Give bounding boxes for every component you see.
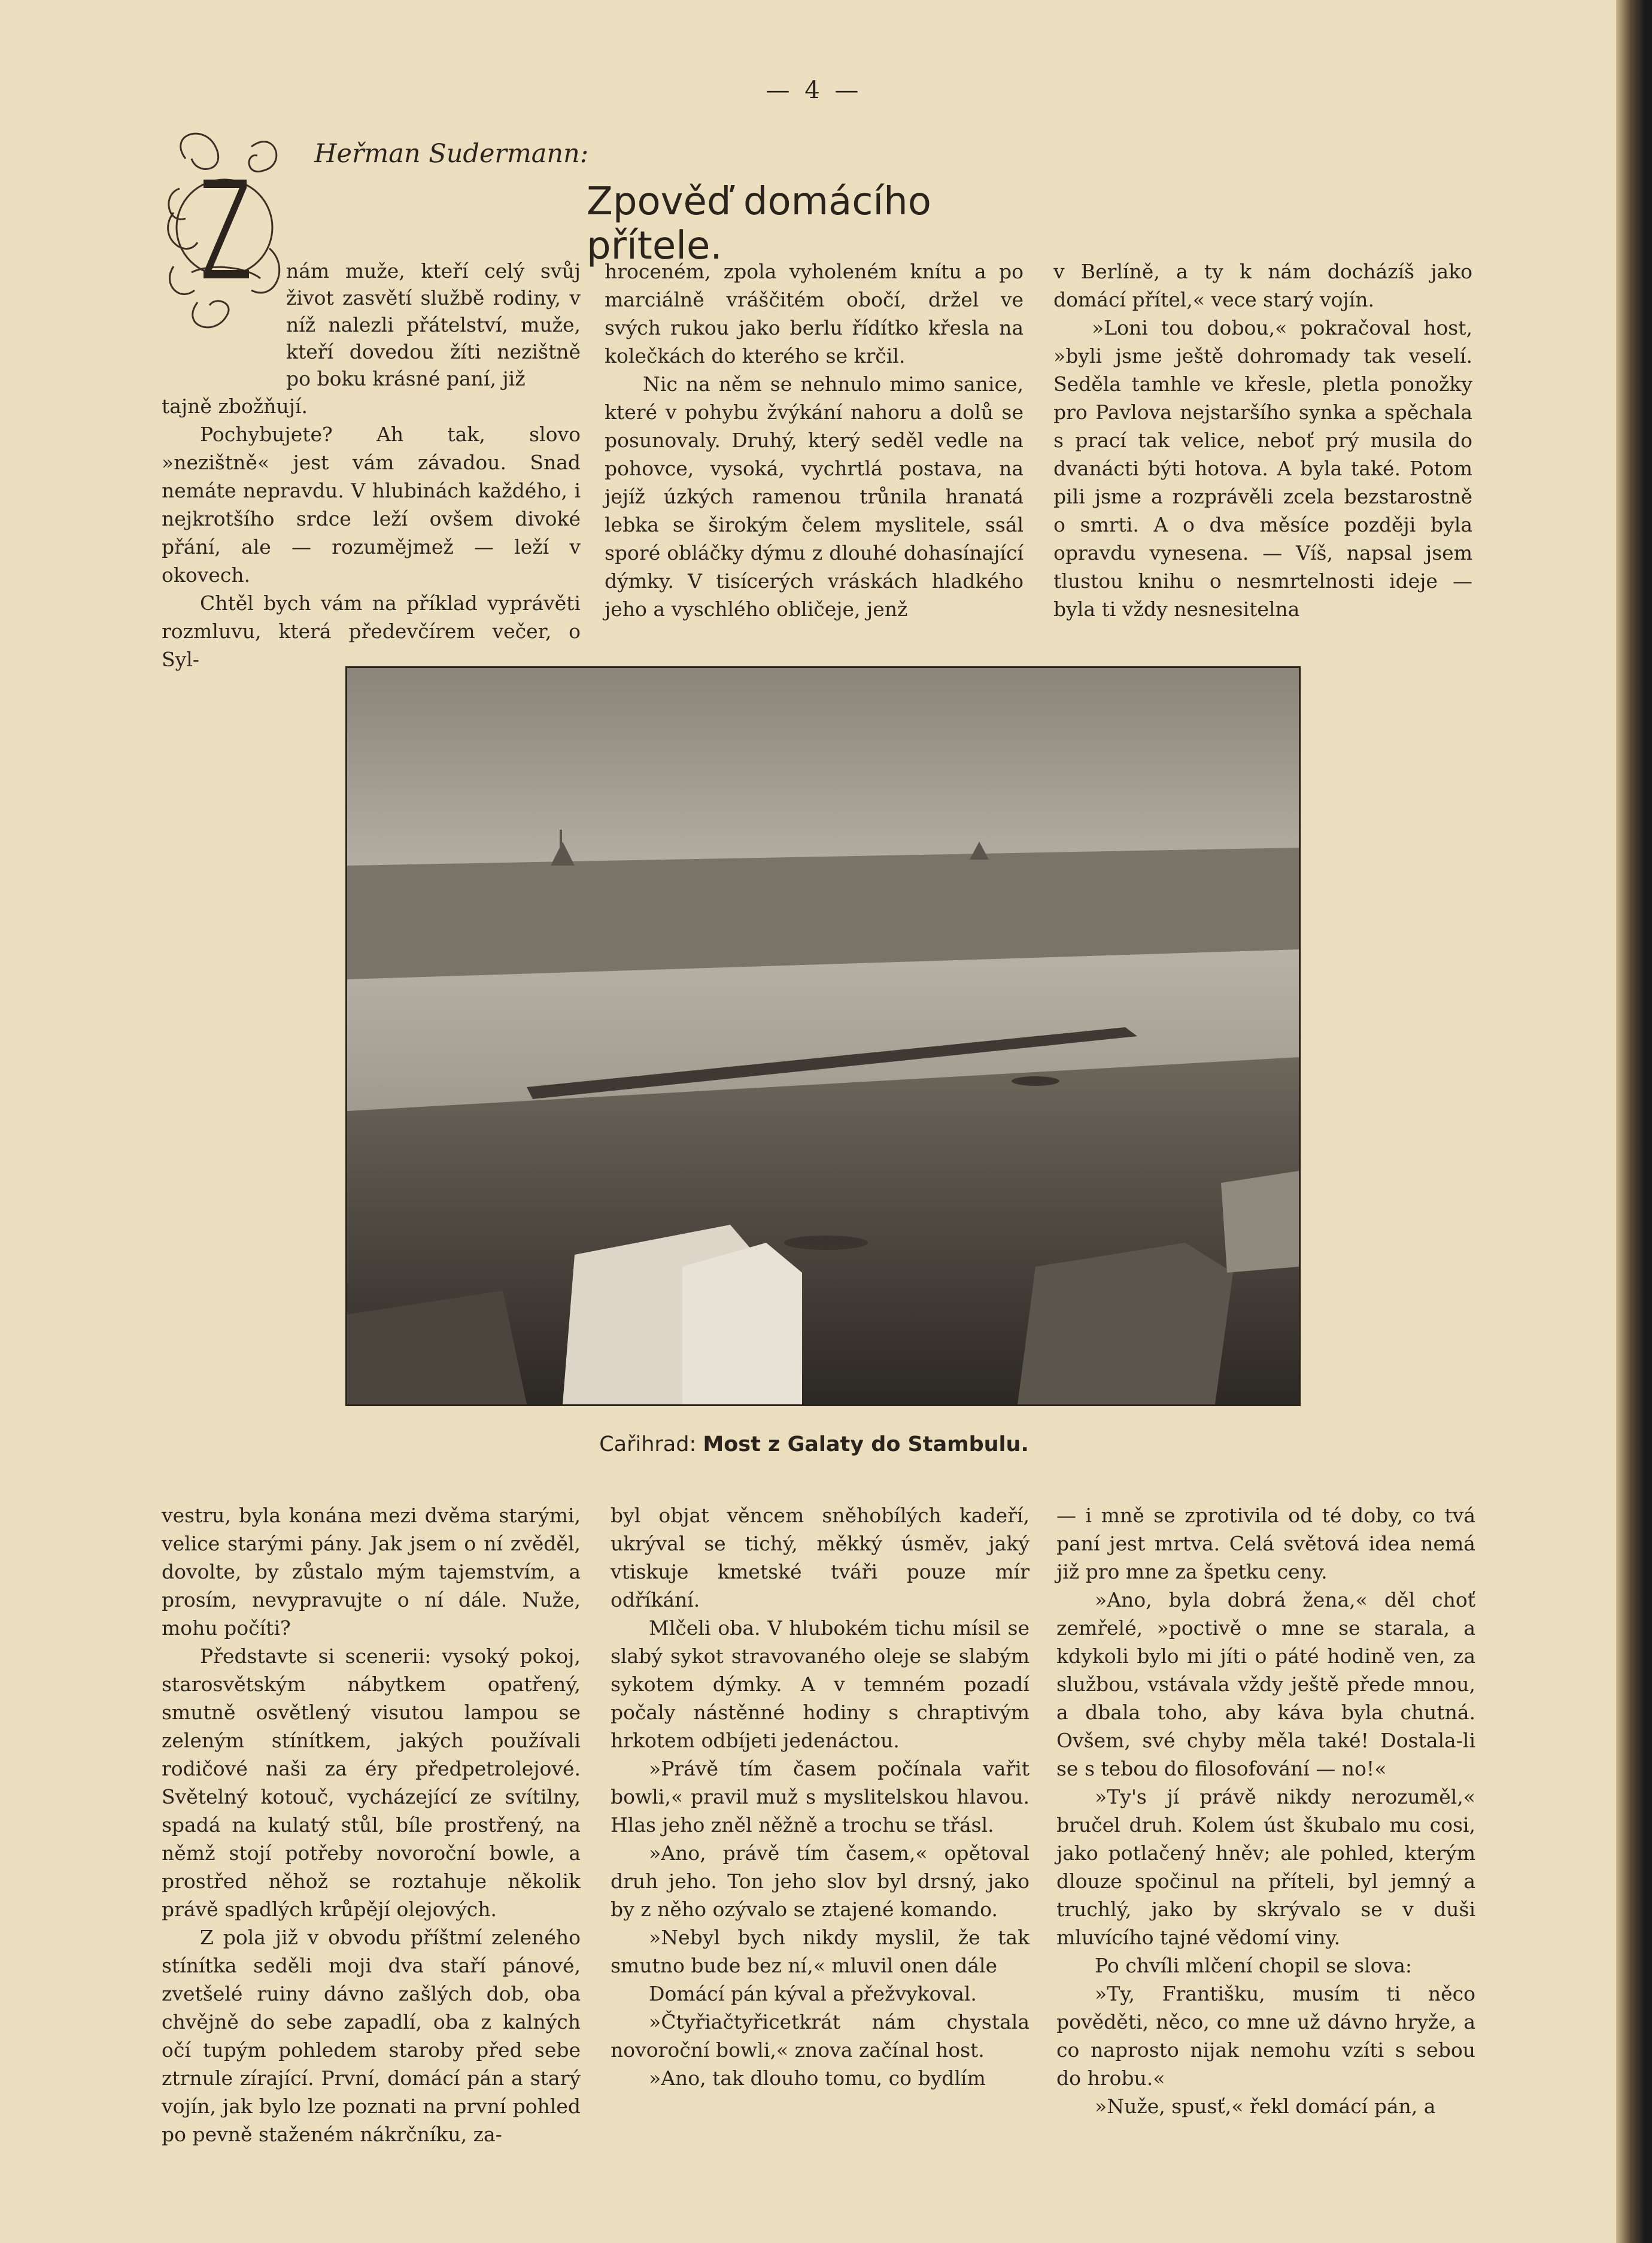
paragraph: »Právě tím časem počínala vařit bowli,« pravil muž s myslitelskou hlavou. Hlas jeho zněl něžně a trochu se třásl. xyxy=(611,1757,1030,1837)
photo-caption xyxy=(0,1432,1628,1456)
paragraph: »Čtyřiačtyřicetkrát nám chystala novoroční bowli,« znova začínal host. xyxy=(611,2010,1030,2062)
paragraph: Nic na něm se nehnulo mimo sanice, které v pohybu žvýkání nahoru a dolů se posunovaly. Druhý, který seděl vedle na pohovce, vysoká, vychrtlá postava, na jejíž úzkých ramenou trůnila hranatá lebka se širokým čelem myslitele, ssál sporé obláčky dýmu z dlouhé dohasínající dýmky. V tisícerých vráskách hladkého jeho a vyschlého obličeje, jenž xyxy=(605,372,1024,621)
paragraph: Z pola již v obvodu příštmí zeleného stínítka seděli moji dva staří pánové, zvetšelé ruiny dávno zašlých dob, oba chvějně do sebe zapadlí, oba z kalných očí tupým pohledem staroby před sebe ztrnule zírající. První, domácí pán a starý vojín, jak bylo lze poznati na první pohled po pevně staženém nákrčníku, za- xyxy=(162,1926,581,2146)
column-1 xyxy=(162,392,581,673)
paragraph: Po chvíli mlčení chopil se slova: xyxy=(1095,1954,1412,1977)
caption-place: Cařihrad: xyxy=(599,1432,697,1456)
author: Heřman Sudermann: xyxy=(314,139,589,169)
paragraph: Chtěl bych vám na příklad vyprávěti rozmluvu, která předevčírem večer, o Syl- xyxy=(162,591,581,671)
paragraph: »Nuže, spusť,« řekl domácí pán, a xyxy=(1095,2095,1436,2118)
paragraph: »Ty's jí právě nikdy nerozuměl,« bručel druh. Kolem úst škubalo mu cosi, jako potlačený hněv; ale pohled, kterým dlouze spočinul na příteli, byl jemný a truchlý, jako by skrývalo se v duši mluvícího tajné vědomí viny. xyxy=(1056,1785,1475,1949)
paragraph: Domácí pán kýval a přežvykoval. xyxy=(649,1982,977,2005)
paragraph: tajně zbožňují. xyxy=(162,394,308,418)
paragraph: v Berlíně, a ty k nám docházíš jako domácí přítel,« vece starý vojín. xyxy=(1053,260,1472,311)
page-number: — 4 — xyxy=(766,77,863,104)
paragraph: vestru, byla konána mezi dvěma starými, velice starými pány. Jak jsem o ní zvěděl, dovolte, by zůstalo mým tajemstvím, a prosím, nevypravujte o ní dále. Nuže, mohu počíti? xyxy=(162,1504,581,1640)
paragraph: »Ty, Františku, musím ti něco pověděti, něco, co mne už dávno hryže, a co naprosto nijak nemohu vzíti s sebou do hrobu.« xyxy=(1056,1982,1475,2090)
paragraph: Mlčeli oba. V hlubokém tichu mísil se slabý sykot stravovaného oleje se slabým sykotem dýmky. A v temném pozadí počaly nástěnné hodiny s chraptivým hrkotem odbíjeti jedenáctou. xyxy=(611,1616,1030,1752)
paragraph: »Ano, tak dlouho tomu, co bydlím xyxy=(649,2066,986,2090)
page-binding-edge xyxy=(1616,0,1652,2243)
intro-paragraph: nám muže, kteří celý svůj život zasvětí službě rodiny, v níž nalezli přátelství, muže, kteří dovedou žíti nezištně po boku krásné paní, již xyxy=(286,259,581,390)
column-5 xyxy=(611,1501,1030,2092)
photo-galata-bridge xyxy=(345,666,1301,1406)
intro-text xyxy=(286,257,581,392)
ornamental-initial xyxy=(162,123,287,338)
paragraph: »Loni tou dobou,« pokračoval host, »byli jsme ještě dohromady tak veselí. Seděla tamhle ve křesle, pletla ponožky pro Pavlova nejstaršího synka a spěchala s prací tak velice, neboť prý musila do dvanácti býti hotova. A byla také. Potom pili jsme a rozprávěli zcela bezstarostně o smrti. A o dva měsíce později byla opravdu vynesena. — Víš, napsal jsem tlustou knihu o nesmrtelnosti ideje — byla ti vždy nesnesitelna xyxy=(1053,316,1472,621)
paragraph: byl objat věncem sněhobílých kadeří, ukrýval se tichý, měkký úsměv, jaký vtiskuje kmetské tváři pouze mír odříkání. xyxy=(611,1504,1030,1611)
article-title: Zpověď domácího přítele. xyxy=(587,180,931,268)
paragraph: Představte si scenerii: vysoký pokoj, starosvětským nábytkem opatřený, smutně osvětlený visutou lampou se zeleným stínítkem, jakých používali rodičové naši za éry předpetrolejové. Světelný kotouč, vycházející ze svítilny, spadá na kulatý stůl, bíle prostřený, na němž stojí potřeby novoroční bowle, a prostřed něhož se roztahuje několik právě spadlých krůpějí olejových. xyxy=(162,1644,581,1921)
paragraph: Pochybujete? Ah tak, slovo »nezištně« jest vám závadou. Snad nemáte nepravdu. V hlubinách každého, i nejkrotšího srdce leží ovšem divoké přání, ale — rozumějmež — leží v okovech. xyxy=(162,423,581,587)
column-4 xyxy=(162,1501,581,2148)
column-6 xyxy=(1056,1501,1475,2120)
paragraph: »Ano, právě tím časem,« opětoval druh jeho. Ton jeho slov byl drsný, jako by z něho ozývalo se ztajené komando. xyxy=(611,1841,1030,1921)
caption-text: Most z Galaty do Stambulu. xyxy=(703,1432,1029,1456)
paragraph: »Nebyl bych nikdy myslil, že tak smutno bude bez ní,« mluvil onen dále xyxy=(611,1926,1030,1977)
column-3 xyxy=(1053,257,1472,623)
paragraph: hroceném, zpola vyholeném knítu a po marciálně vráščitém obočí, držel ve svých rukou jako berlu řídítko křesla na kolečkách do kterého se krčil. xyxy=(605,260,1024,368)
paragraph: »Ano, byla dobrá žena,« děl choť zemřelé, »poctivě o mne se starala, a kdykoli bylo mi jíti o páté hodině ven, za službou, vstávala vždy ještě přede mnou, a dbala toho, aby káva byla chutná. Ovšem, své chyby měla také! Dostala-li se s tebou do filosofování — no!« xyxy=(1056,1588,1475,1780)
paragraph: — i mně se zprotivila od té doby, co tvá paní jest mrtva. Celá světová idea nemá již pro mne za špetku ceny. xyxy=(1056,1504,1475,1583)
column-2 xyxy=(605,257,1024,623)
